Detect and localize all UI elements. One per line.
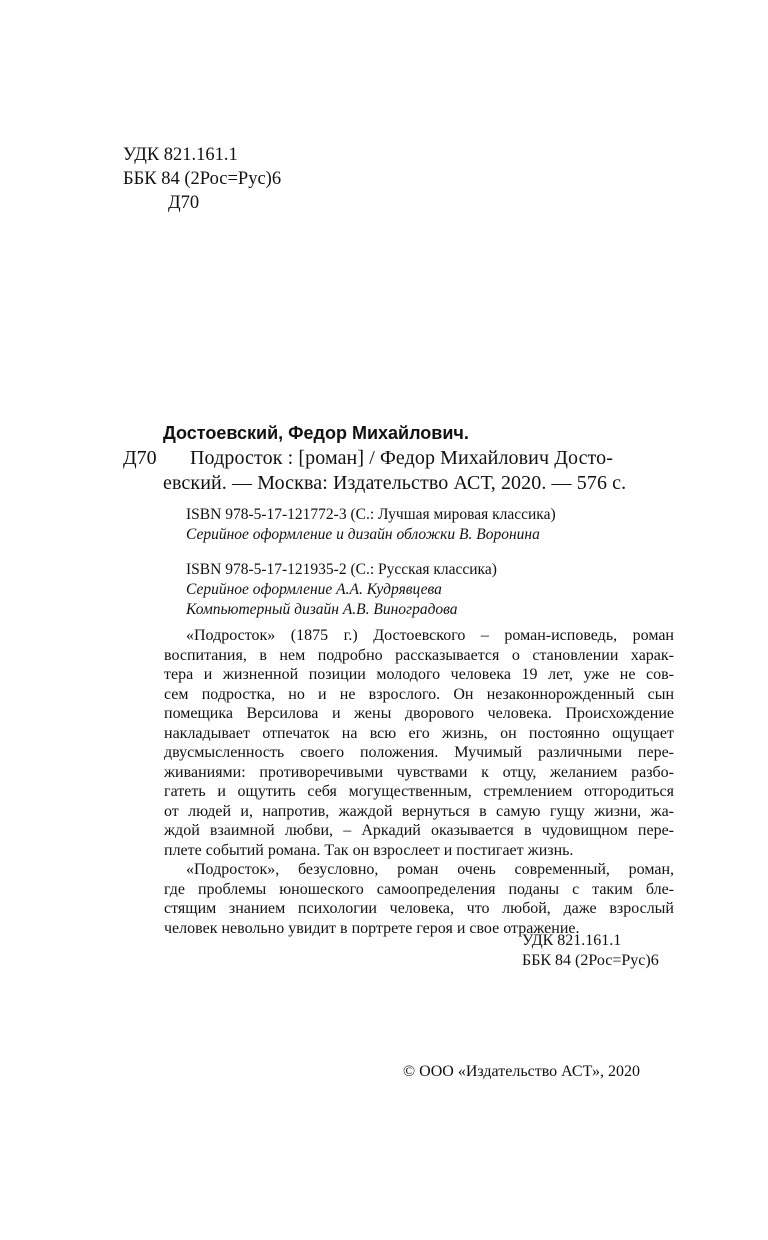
author-sign: Д70 (168, 193, 200, 213)
annotation (164, 626, 674, 938)
annotation-line: «Подросток», безусловно, роман очень современный, роман, (186, 861, 674, 878)
annotation-line: двусмысленность своего положения. Мучимый различными пере- (164, 744, 674, 761)
annotation-line: накладывает отпечаток на всю его жизнь, он постоянно ощущает (164, 724, 674, 742)
udk-code-bottom: УДК 821.161.1 (522, 932, 622, 949)
card-author-sign: Д70 (123, 447, 157, 469)
annotation-line: гатеть и ощутить себя могущественным, стремлением отгородиться (164, 783, 674, 800)
annotation-line: где проблемы юношеского самоопределения поданы с таким бле- (164, 880, 674, 898)
annotation-line: человек невольно увидит в портрете героя и свое отражение. (164, 919, 580, 937)
annotation-line: помещика Версилова и жены дворового человека. Происхождение (164, 705, 674, 722)
annotation-line: «Подросток» (1875 г.) Достоевского – роман-исповедь, роман (186, 627, 674, 644)
annotation-line: стящим знанием психологии человека, что любой, даже взрослый (164, 900, 674, 917)
annotation-line: плете событий романа. Так он взрослеет и постигает жизнь. (164, 841, 574, 859)
annotation-line: воспитания, в нем подробно рассказывается о становлении харак- (164, 646, 674, 664)
annotation-line: сем подростка, но и не взрослого. Он незаконнорожденный сын (164, 685, 674, 703)
title-line-1: Подросток : [роман] / Федор Михайлович Досто- (190, 447, 613, 469)
udk-code: УДК 821.161.1 (123, 145, 238, 165)
isbn-2: ISBN 978-5-17-121935-2 (С.: Русская классика) (186, 561, 497, 578)
annotation-line: ждой взаимной любви, – Аркадий оказывается в чудовищном пере- (164, 822, 674, 839)
title-line-2: евский. — Москва: Издательство АСТ, 2020. — 576 с. (163, 472, 627, 494)
bbk-code: ББК 84 (2Рос=Рус)6 (123, 169, 282, 189)
annotation-line: от людей и, напротив, жаждой вернуться в самую гущу жизни, жа- (164, 802, 674, 820)
annotation-line: живаниями: противоречивыми чувствами к отцу, желанием разбо- (164, 763, 674, 781)
bbk-code-bottom: ББК 84 (2Рос=Рус)6 (522, 952, 659, 969)
credit-3: Компьютерный дизайн А.В. Виноградова (186, 601, 458, 618)
author-heading: Достоевский, Федор Михайлович. (163, 423, 469, 443)
annotation-line: тера и жизненной позиции молодого человека 19 лет, уже не сов- (164, 666, 674, 683)
credit-1: Серийное оформление и дизайн обложки В. Воронина (186, 526, 540, 543)
copyright: © ООО «Издательство АСТ», 2020 (403, 1063, 640, 1080)
credit-2: Серийное оформление А.А. Кудрявцева (186, 581, 442, 598)
isbn-1: ISBN 978-5-17-121772-3 (С.: Лучшая мировая классика) (186, 506, 556, 523)
